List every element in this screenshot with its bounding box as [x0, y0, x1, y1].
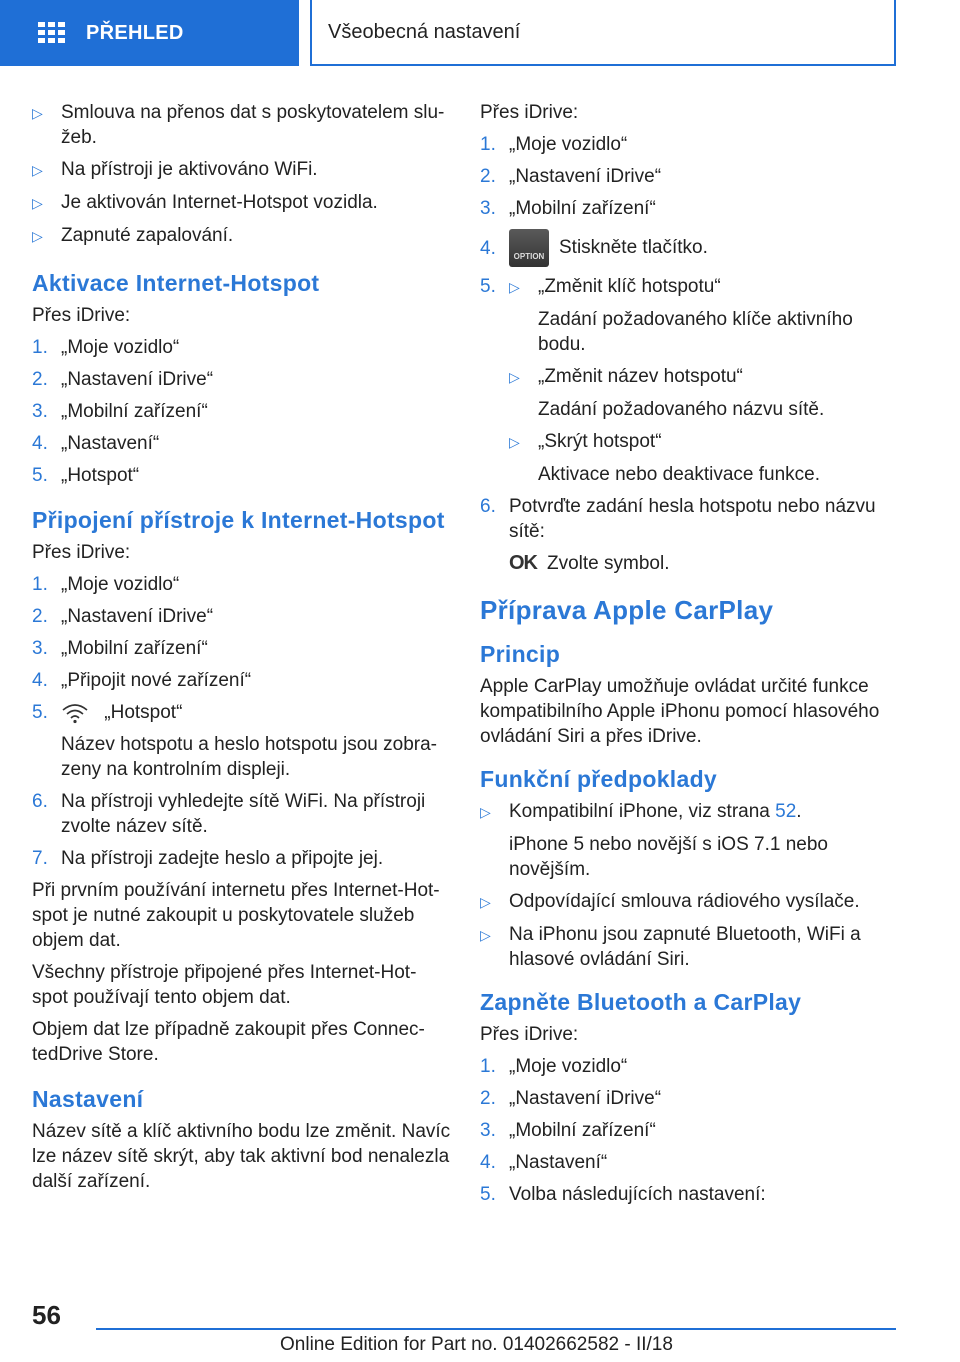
step-number: 1. [480, 134, 496, 155]
subsection-heading-prerequisites: Funkční předpoklady [480, 766, 718, 792]
list-item-text: Odpovídající smlouva rádiového vysílače. [509, 891, 860, 912]
paragraph: Apple CarPlay umožňuje ovládat určité funkce kompatibilního Apple iPhonu pomocí hlasového ovládání Siri a přes iDrive. [480, 676, 880, 747]
step-note: Název hotspotu a heslo hotspotu jsou zobra‐zeny na kontrolním displeji. [61, 734, 438, 780]
step-number: 4. [480, 1152, 496, 1173]
step-text: „Mobilní zařízení“ [61, 638, 208, 659]
step-text: „Nastavení iDrive“ [61, 369, 214, 390]
step-number: 5. [480, 276, 496, 297]
triangle-bullet-icon: ▷ [480, 894, 491, 910]
step-note [480, 551, 900, 576]
step-item [32, 846, 452, 871]
option-desc: Zadání požadovaného klíče aktivního bodu. [538, 309, 853, 355]
step-item [480, 1086, 900, 1111]
section-heading-connect: Připojení přístroje k Internet-Hotspot [32, 507, 445, 533]
step-text: Na přístroji zadejte heslo a připojte jej. [61, 848, 384, 869]
step-item [32, 668, 452, 693]
triangle-bullet-icon: ▷ [32, 195, 43, 211]
step-number: 7. [32, 848, 48, 869]
option-desc: Aktivace nebo deaktivace funkce. [538, 464, 821, 485]
list-item [480, 922, 900, 972]
overview-tab-label: PŘEHLED [86, 21, 184, 44]
left-column [32, 100, 452, 1201]
step-item [480, 1054, 900, 1079]
step-number: 6. [32, 791, 48, 812]
triangle-bullet-icon: ▷ [32, 105, 43, 121]
paragraph: Objem dat lze případně zakoupit přes Connec‐tedDrive Store. [32, 1019, 425, 1065]
paragraph: Všechny přístroje připojené přes Internet-Hot‐spot používají tento objem dat. [32, 962, 417, 1008]
intro-text: Přes iDrive: [32, 542, 131, 563]
step-number: 2. [480, 1088, 496, 1109]
step-text: „Nastavení“ [509, 1152, 608, 1173]
step-text: „Nastavení“ [61, 433, 160, 454]
list-item-text: Kompatibilní iPhone, viz strana [509, 801, 776, 822]
wifi-icon [61, 702, 89, 724]
section-heading-settings: Nastavení [32, 1086, 144, 1112]
option-label: „Změnit klíč hotspotu“ [538, 276, 721, 297]
paragraph: Název sítě a klíč aktivního bodu lze změnit. Navíc lze název sítě skrýt, aby tak aktivní bod nenalezla další zařízení. [32, 1121, 451, 1192]
list-item [32, 157, 452, 183]
option-label: „Změnit název hotspotu“ [538, 366, 743, 387]
step-number: 5. [32, 702, 48, 723]
step-text: „Mobilní zařízení“ [61, 401, 208, 422]
option-desc: Zadání požadovaného názvu sítě. [538, 399, 825, 420]
step-item [32, 636, 452, 661]
list-item [32, 223, 452, 249]
step-text: „Moje vozidlo“ [509, 1056, 628, 1077]
subsection-heading-principle: Princip [480, 641, 561, 667]
step-text: Na přístroji vyhledejte sítě WiFi. Na přístroji zvolte název sítě. [61, 791, 426, 837]
step-item [32, 700, 452, 725]
triangle-bullet-icon: ▷ [509, 369, 520, 385]
grid-menu-icon [38, 22, 66, 44]
step-note-text: Zvolte symbol. [547, 553, 670, 574]
step-item [32, 572, 452, 597]
step-number: 3. [480, 198, 496, 219]
step-text: „Hotspot“ [104, 702, 183, 723]
list-item [480, 799, 900, 825]
step-item [32, 335, 452, 360]
step-number: 4. [480, 237, 496, 259]
step-number: 1. [32, 574, 48, 595]
list-item-text: Smlouva na přenos dat s poskytovatelem slu‐žeb. [61, 102, 445, 148]
step-item [32, 604, 452, 629]
list-item-text: Na iPhonu jsou zapnuté Bluetooth, WiFi a hlasové ovládání Siri. [509, 924, 861, 970]
step-number: 4. [32, 433, 48, 454]
ok-symbol-icon: OK [509, 552, 537, 574]
triangle-bullet-icon: ▷ [32, 228, 43, 244]
step-text: „Moje vozidlo“ [509, 134, 628, 155]
step-number: 2. [32, 606, 48, 627]
option-label: „Skrýt hotspot“ [538, 431, 662, 452]
step-number: 2. [480, 166, 496, 187]
step-number: 5. [480, 1184, 496, 1205]
current-section-tab[interactable] [310, 0, 896, 66]
step-number: 6. [480, 496, 496, 517]
footer-divider [96, 1328, 896, 1330]
right-column [480, 100, 900, 1214]
step-item [32, 789, 452, 839]
list-item-text-end: . [796, 801, 802, 822]
list-item-text: Na přístroji je aktivováno WiFi. [61, 159, 318, 180]
step-text: „Moje vozidlo“ [61, 574, 180, 595]
triangle-bullet-icon: ▷ [32, 162, 43, 178]
page-header [0, 0, 960, 66]
triangle-bullet-icon: ▷ [480, 804, 491, 820]
step-item [480, 164, 900, 189]
intro-text: Přes iDrive: [480, 102, 579, 123]
step-text: „Hotspot“ [61, 465, 140, 486]
option-button-icon: OPTION [509, 229, 549, 267]
step-number: 5. [32, 465, 48, 486]
step-text: „Moje vozidlo“ [61, 337, 180, 358]
list-item [480, 889, 900, 915]
step-text: „Mobilní zařízení“ [509, 1120, 656, 1141]
page-number: 56 [32, 1300, 61, 1330]
step-number: 4. [32, 670, 48, 691]
step-item [480, 1182, 900, 1207]
step-number: 3. [32, 401, 48, 422]
step-item [480, 1118, 900, 1143]
triangle-bullet-icon: ▷ [480, 927, 491, 943]
list-item [32, 100, 452, 150]
current-section-label: Všeobecná nastavení [328, 20, 521, 43]
step-item [480, 132, 900, 157]
step-item [32, 463, 452, 488]
section-heading-carplay: Příprava Apple CarPlay [480, 595, 774, 625]
triangle-bullet-icon: ▷ [509, 434, 520, 450]
option-item [480, 364, 900, 390]
intro-text: Přes iDrive: [480, 1024, 579, 1045]
step-item [32, 399, 452, 424]
step-text: „Nastavení iDrive“ [509, 166, 662, 187]
list-item-text: Zapnuté zapalování. [61, 225, 234, 246]
footer-edition-text: Online Edition for Part no. 01402662582 - II/18 [280, 1334, 673, 1355]
step-text: „Připojit nové zařízení“ [61, 670, 252, 691]
step-text: „Nastavení iDrive“ [61, 606, 214, 627]
step-number: 3. [480, 1120, 496, 1141]
step-text: Volba následujících nastavení: [509, 1184, 766, 1205]
step-item [480, 196, 900, 221]
paragraph: Při prvním používání internetu přes Internet-Hot‐spot je nutné zakoupit u poskytovatele služeb objem dat. [32, 880, 440, 951]
option-item [480, 429, 900, 455]
overview-tab[interactable] [0, 0, 299, 66]
step-text: „Nastavení iDrive“ [509, 1088, 662, 1109]
list-item [32, 190, 452, 216]
step-text: Potvrďte zadání hesla hotspotu nebo názvu sítě: [509, 496, 876, 542]
page-reference-link[interactable]: 52 [775, 801, 797, 822]
step-item [480, 229, 900, 267]
step-text: „Mobilní zařízení“ [509, 198, 656, 219]
list-item-note: iPhone 5 nebo novější s iOS 7.1 nebo novějším. [509, 834, 829, 880]
step-number: 1. [32, 337, 48, 358]
step-item [480, 494, 900, 544]
step-item [32, 431, 452, 456]
step-number: 3. [32, 638, 48, 659]
step-number: 2. [32, 369, 48, 390]
list-item-text: Je aktivován Internet-Hotspot vozidla. [61, 192, 378, 213]
section-heading-activate: Aktivace Internet-Hotspot [32, 270, 320, 296]
step-number: 1. [480, 1056, 496, 1077]
step-text: Stiskněte tlačítko. [559, 237, 708, 259]
step-item [480, 274, 900, 300]
step-item [480, 1150, 900, 1175]
step-item [32, 367, 452, 392]
triangle-bullet-icon: ▷ [509, 279, 520, 295]
subsection-heading-bluetooth: Zapněte Bluetooth a CarPlay [480, 989, 802, 1015]
intro-text: Přes iDrive: [32, 305, 131, 326]
